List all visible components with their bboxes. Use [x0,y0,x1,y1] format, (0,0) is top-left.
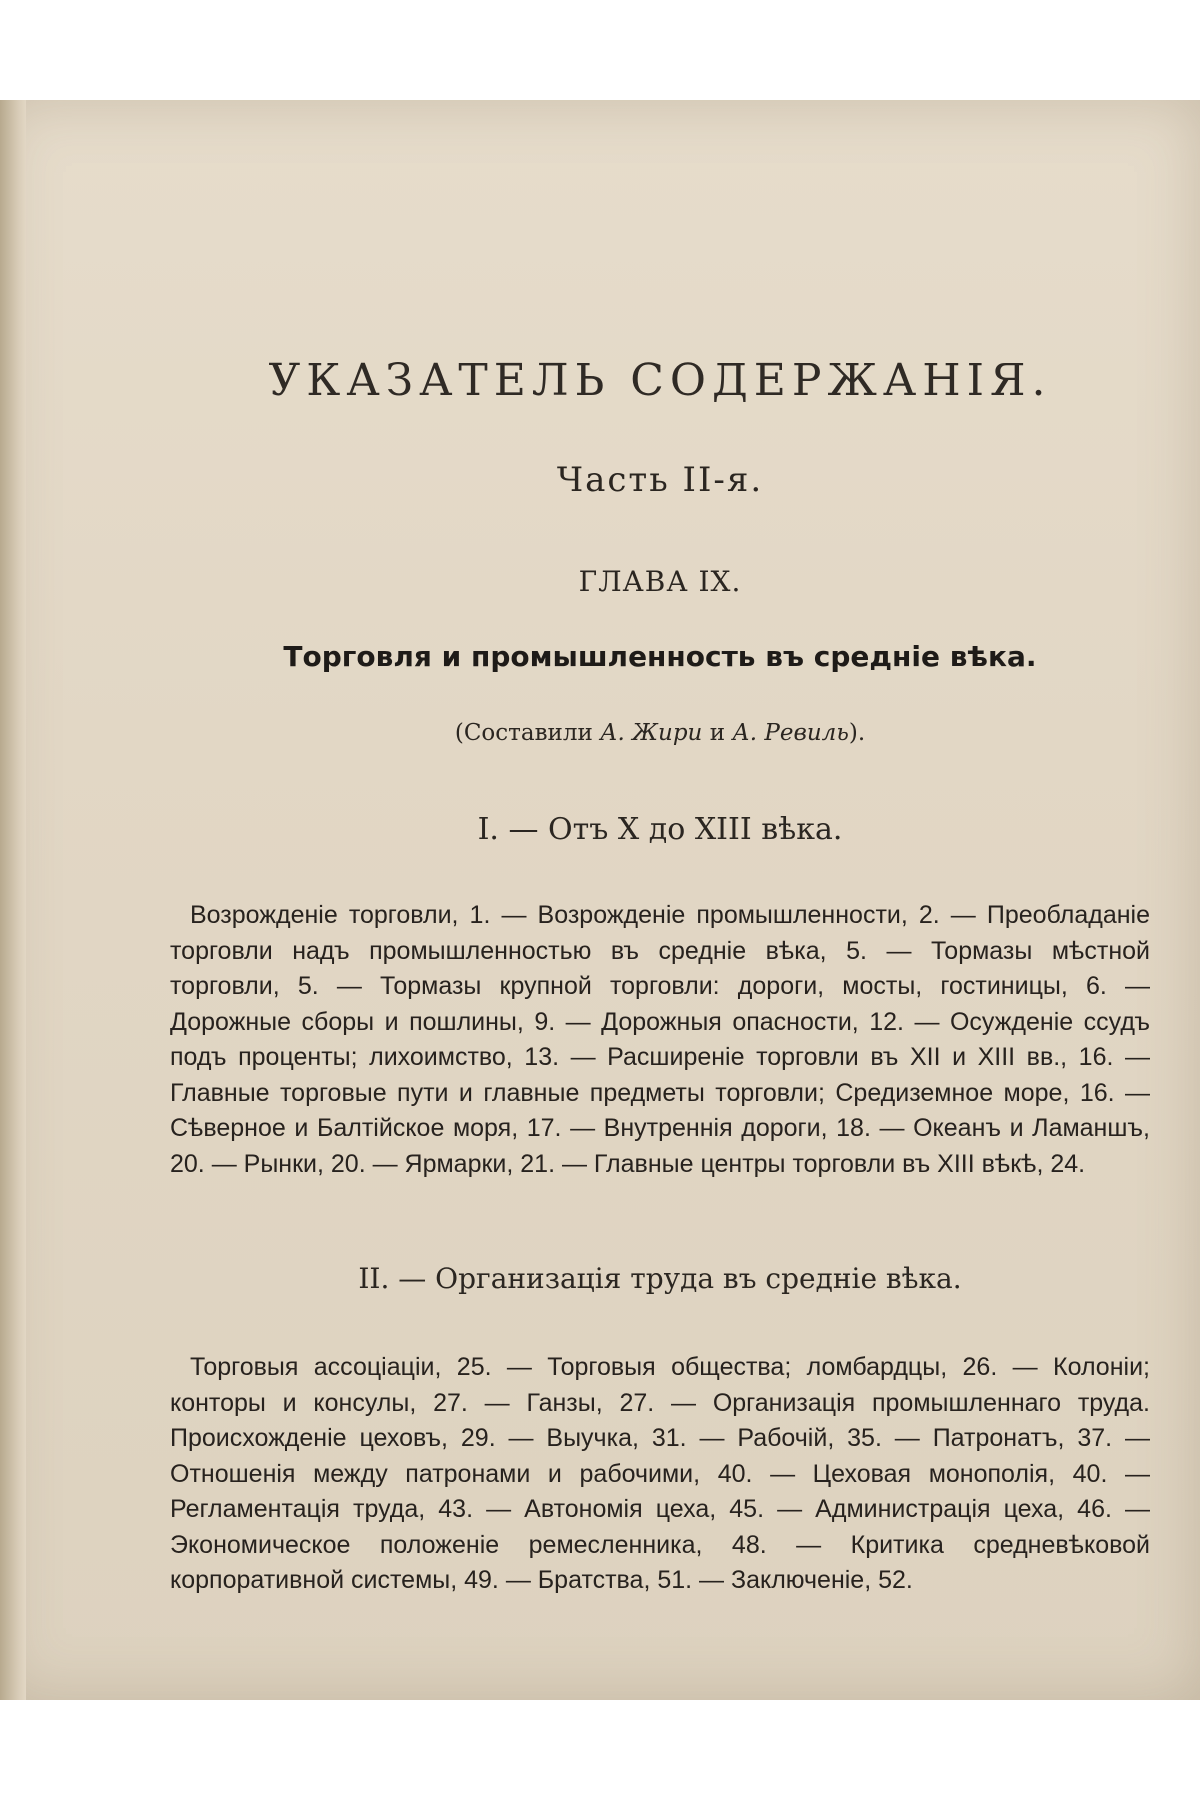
book-page [0,100,1200,1700]
section-paragraph-2: Торговыя ассоціаціи, 25. — Торговыя общества; ломбардцы, 26. — Колоніи; конторы и консулы, 27. — Ганзы, 27. — Организація промышленнаго труда. Происхожденіе цеховъ, 29. — Выучка, 31. — Рабочій, 35. — Патронатъ, 37. — Отношенія между патронами и рабочими, 40. — Цеховая монополія, 40. — Регламентація труда, 43. — Автономія цеха, 45. — Администрація цеха, 46. — Экономическое положеніе ремесленника, 48. — Критика средневѣковой корпоративной системы, 49. — Братства, 51. — Заключеніе, 52. [170,1353,1150,1594]
author-giry: А. Жири [600,720,703,746]
authors-suffix: ). [848,720,866,746]
page-edge [0,100,26,1700]
authors-line [170,720,1150,746]
chapter-heading: ГЛАВА IX. [578,565,742,598]
section-heading-1: I. — Отъ X до XIII вѣка. [477,812,843,847]
page-content [170,100,1150,1700]
authors-and: и [709,720,726,746]
authors-prefix: (Составили [454,720,593,746]
section-heading-2: II. — Организація труда въ средніе вѣка. [358,1262,962,1295]
chapter-title: Торговля и промышленность въ средніе вѣка. [283,640,1037,673]
page-title: УКАЗАТЕЛЬ СОДЕРЖАНІЯ. [268,355,1052,406]
author-reville: А. Ревиль [732,720,849,746]
section-paragraph-1: Возрожденіе торговли, 1. — Возрожденіе промышленности, 2. — Преобладаніе торговли надъ промышленностью въ средніе вѣка, 5. — Тормазы мѣстной торговли, 5. — Тормазы крупной торговли: дороги, мосты, гостиницы, 6. — Дорожные сборы и пошлины, 9. — Дорожныя опасности, 12. — Осужденіе ссудъ подъ проценты; лихоимство, 13. — Расширеніе торговли въ XII и XIII вв., 16. — Главные торговые пути и главные предметы торговли; Средиземное море, 16. — Сѣверное и Балтійское моря, 17. — Внутреннія дороги, 18. — Океанъ и Ламаншъ, 20. — Рынки, 20. — Ярмарки, 21. — Главные центры торговли въ XIII вѣкѣ, 24. [170,901,1150,1178]
part-heading: Часть II-я. [556,460,764,500]
